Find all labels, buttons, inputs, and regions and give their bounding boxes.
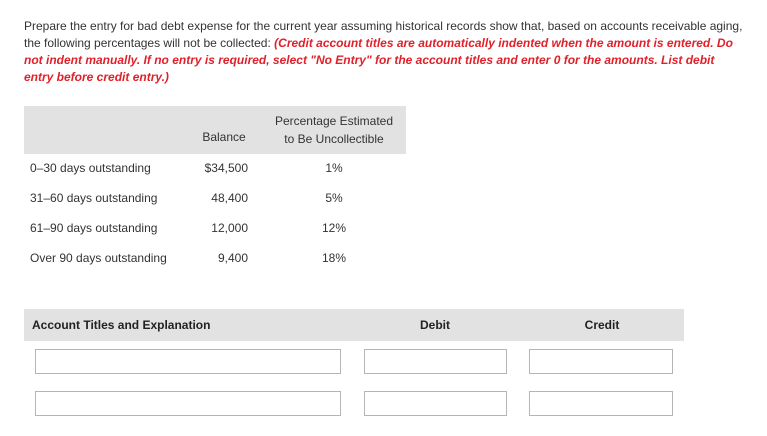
aging-percentage: 5% — [325, 191, 343, 205]
account-title-input-row-2[interactable] — [35, 391, 341, 416]
percentage-header-line2: to Be Uncollectible — [284, 132, 384, 146]
aging-table-header — [24, 106, 406, 154]
credit-header: Credit — [584, 318, 620, 332]
debit-header: Debit — [420, 318, 450, 332]
aging-percentage: 12% — [321, 221, 347, 235]
aging-balance: $34,500 — [204, 161, 248, 175]
aging-label: 31–60 days outstanding — [30, 191, 158, 205]
instructions — [24, 18, 746, 86]
aging-balance: 12,000 — [211, 221, 248, 235]
aging-percentage: 18% — [321, 251, 347, 265]
journal-table-header — [24, 309, 684, 341]
aging-row-61-90 — [24, 218, 406, 238]
aging-label: Over 90 days outstanding — [30, 251, 167, 265]
credit-input-row-2[interactable] — [529, 391, 673, 416]
aging-row-31-60 — [24, 188, 406, 208]
aging-balance: 9,400 — [217, 251, 248, 265]
aging-row-over-90 — [24, 248, 406, 268]
aging-balance: 48,400 — [211, 191, 248, 205]
percentage-header-line1: Percentage Estimated — [274, 114, 394, 128]
account-titles-header: Account Titles and Explanation — [32, 318, 211, 332]
aging-label: 0–30 days outstanding — [30, 161, 151, 175]
balance-header: Balance — [202, 130, 246, 144]
aging-row-0-30 — [24, 158, 406, 178]
instructions-text: Prepare the entry for bad debt expense for the current year assuming historical records show that, based on accounts receivable aging, the following percentages will not be collected: — [24, 19, 743, 50]
debit-input-row-1[interactable] — [364, 349, 507, 374]
aging-percentage: 1% — [325, 161, 343, 175]
instructions-note: (Credit account titles are automatically indented when the amount is entered. Do not indent manually. If no entry is required, select "No Entry" for the account titles and enter 0 for the amounts. List debit entry before credit entry.) — [24, 36, 733, 84]
account-title-input-row-1[interactable] — [35, 349, 341, 374]
credit-input-row-1[interactable] — [529, 349, 673, 374]
aging-label: 61–90 days outstanding — [30, 221, 158, 235]
percentage-header — [262, 112, 406, 148]
debit-input-row-2[interactable] — [364, 391, 507, 416]
